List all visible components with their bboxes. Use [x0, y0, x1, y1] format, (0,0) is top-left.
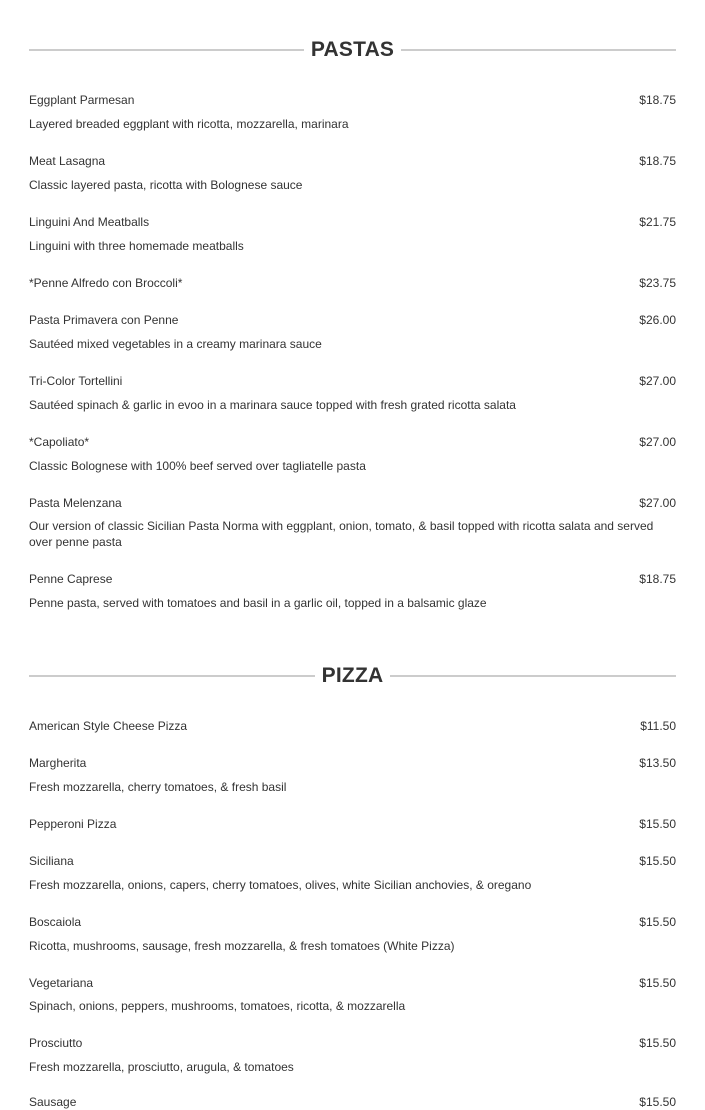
section-header: [29, 35, 676, 65]
item-description: Classic Bolognese with 100% beef served over tagliatelle pasta: [29, 459, 366, 473]
item-description: Fresh mozzarella, prosciutto, arugula, & tomatoes: [29, 1060, 294, 1074]
item-price: $15.50: [639, 1095, 676, 1109]
menu-item: [29, 495, 676, 550]
menu-item: [29, 975, 676, 1014]
menu-item: [29, 153, 676, 193]
menu-item: [29, 1094, 676, 1110]
item-name: *Penne Alfredo con Broccoli*: [29, 276, 183, 290]
item-description: Penne pasta, served with tomatoes and basil in a garlic oil, topped in a balsamic glaze: [29, 596, 487, 610]
divider-line-left: [29, 49, 304, 51]
item-price: $18.75: [639, 572, 676, 586]
item-price: $21.75: [639, 215, 676, 229]
item-price: $23.75: [639, 276, 676, 290]
item-description: Linguini with three homemade meatballs: [29, 239, 244, 253]
item-description: Our version of classic Sicilian Pasta Norma with eggplant, onion, tomato, & basil topped with ricotta salata and served over penne pasta: [29, 519, 654, 549]
menu-item: [29, 214, 676, 254]
item-description: Spinach, onions, peppers, mushrooms, tomatoes, ricotta, & mozzarella: [29, 999, 406, 1013]
item-price: $27.00: [639, 374, 676, 388]
menu-item: [29, 275, 676, 291]
section-header: [29, 661, 676, 691]
item-description: Fresh mozzarella, onions, capers, cherry tomatoes, olives, white Sicilian anchovies, & oregano: [29, 878, 532, 892]
item-description: Sautéed spinach & garlic in evoo in a marinara sauce topped with fresh grated ricotta salata: [29, 398, 516, 412]
item-name: Sausage: [29, 1095, 77, 1109]
item-description: Sautéed mixed vegetables in a creamy marinara sauce: [29, 337, 322, 351]
menu-item: [29, 853, 676, 893]
item-name: Pasta Melenzana: [29, 496, 122, 510]
item-name: Margherita: [29, 756, 87, 770]
menu-item: [29, 816, 676, 832]
item-name: Tri-Color Tortellini: [29, 374, 123, 388]
item-description: Classic layered pasta, ricotta with Bolognese sauce: [29, 178, 303, 192]
item-name: American Style Cheese Pizza: [29, 719, 188, 733]
item-price: $13.50: [639, 756, 676, 770]
item-price: $27.00: [639, 496, 676, 510]
item-name: *Capoliato*: [29, 435, 90, 449]
item-price: $18.75: [639, 154, 676, 168]
menu-item: [29, 755, 676, 795]
item-price: $26.00: [639, 313, 676, 327]
item-price: $15.50: [639, 817, 676, 831]
item-description: Ricotta, mushrooms, sausage, fresh mozzarella, & fresh tomatoes (White Pizza): [29, 939, 455, 953]
item-name: Prosciutto: [29, 1036, 83, 1050]
item-description: Layered breaded eggplant with ricotta, mozzarella, marinara: [29, 117, 349, 131]
item-price: $15.50: [639, 976, 676, 990]
menu-item: [29, 373, 676, 413]
item-name: Pasta Primavera con Penne: [29, 313, 179, 327]
item-price: $18.75: [639, 93, 676, 107]
item-name: Siciliana: [29, 854, 74, 868]
item-name: Boscaiola: [29, 915, 82, 929]
item-price: $27.00: [639, 435, 676, 449]
item-name: Meat Lasagna: [29, 154, 106, 168]
item-price: $15.50: [639, 915, 676, 929]
menu-item: [29, 1035, 676, 1075]
menu-item: [29, 571, 676, 611]
section-title: PASTAS: [310, 38, 395, 61]
divider-line-right: [390, 675, 676, 677]
item-name: Eggplant Parmesan: [29, 93, 135, 107]
item-name: Linguini And Meatballs: [29, 215, 150, 229]
item-name: Vegetariana: [29, 976, 94, 990]
menu-item: [29, 434, 676, 474]
section-title: PIZZA: [321, 664, 384, 687]
item-price: $11.50: [640, 719, 676, 733]
menu-item: [29, 312, 676, 352]
item-price: $15.50: [639, 1036, 676, 1050]
item-name: Pepperoni Pizza: [29, 817, 117, 831]
divider-line-right: [401, 49, 676, 51]
menu-item: [29, 92, 676, 132]
divider-line-left: [29, 675, 315, 677]
item-name: Penne Caprese: [29, 572, 113, 586]
menu-item: [29, 914, 676, 954]
menu-item: [29, 718, 676, 734]
item-description: Fresh mozzarella, cherry tomatoes, & fresh basil: [29, 780, 287, 794]
item-price: $15.50: [639, 854, 676, 868]
